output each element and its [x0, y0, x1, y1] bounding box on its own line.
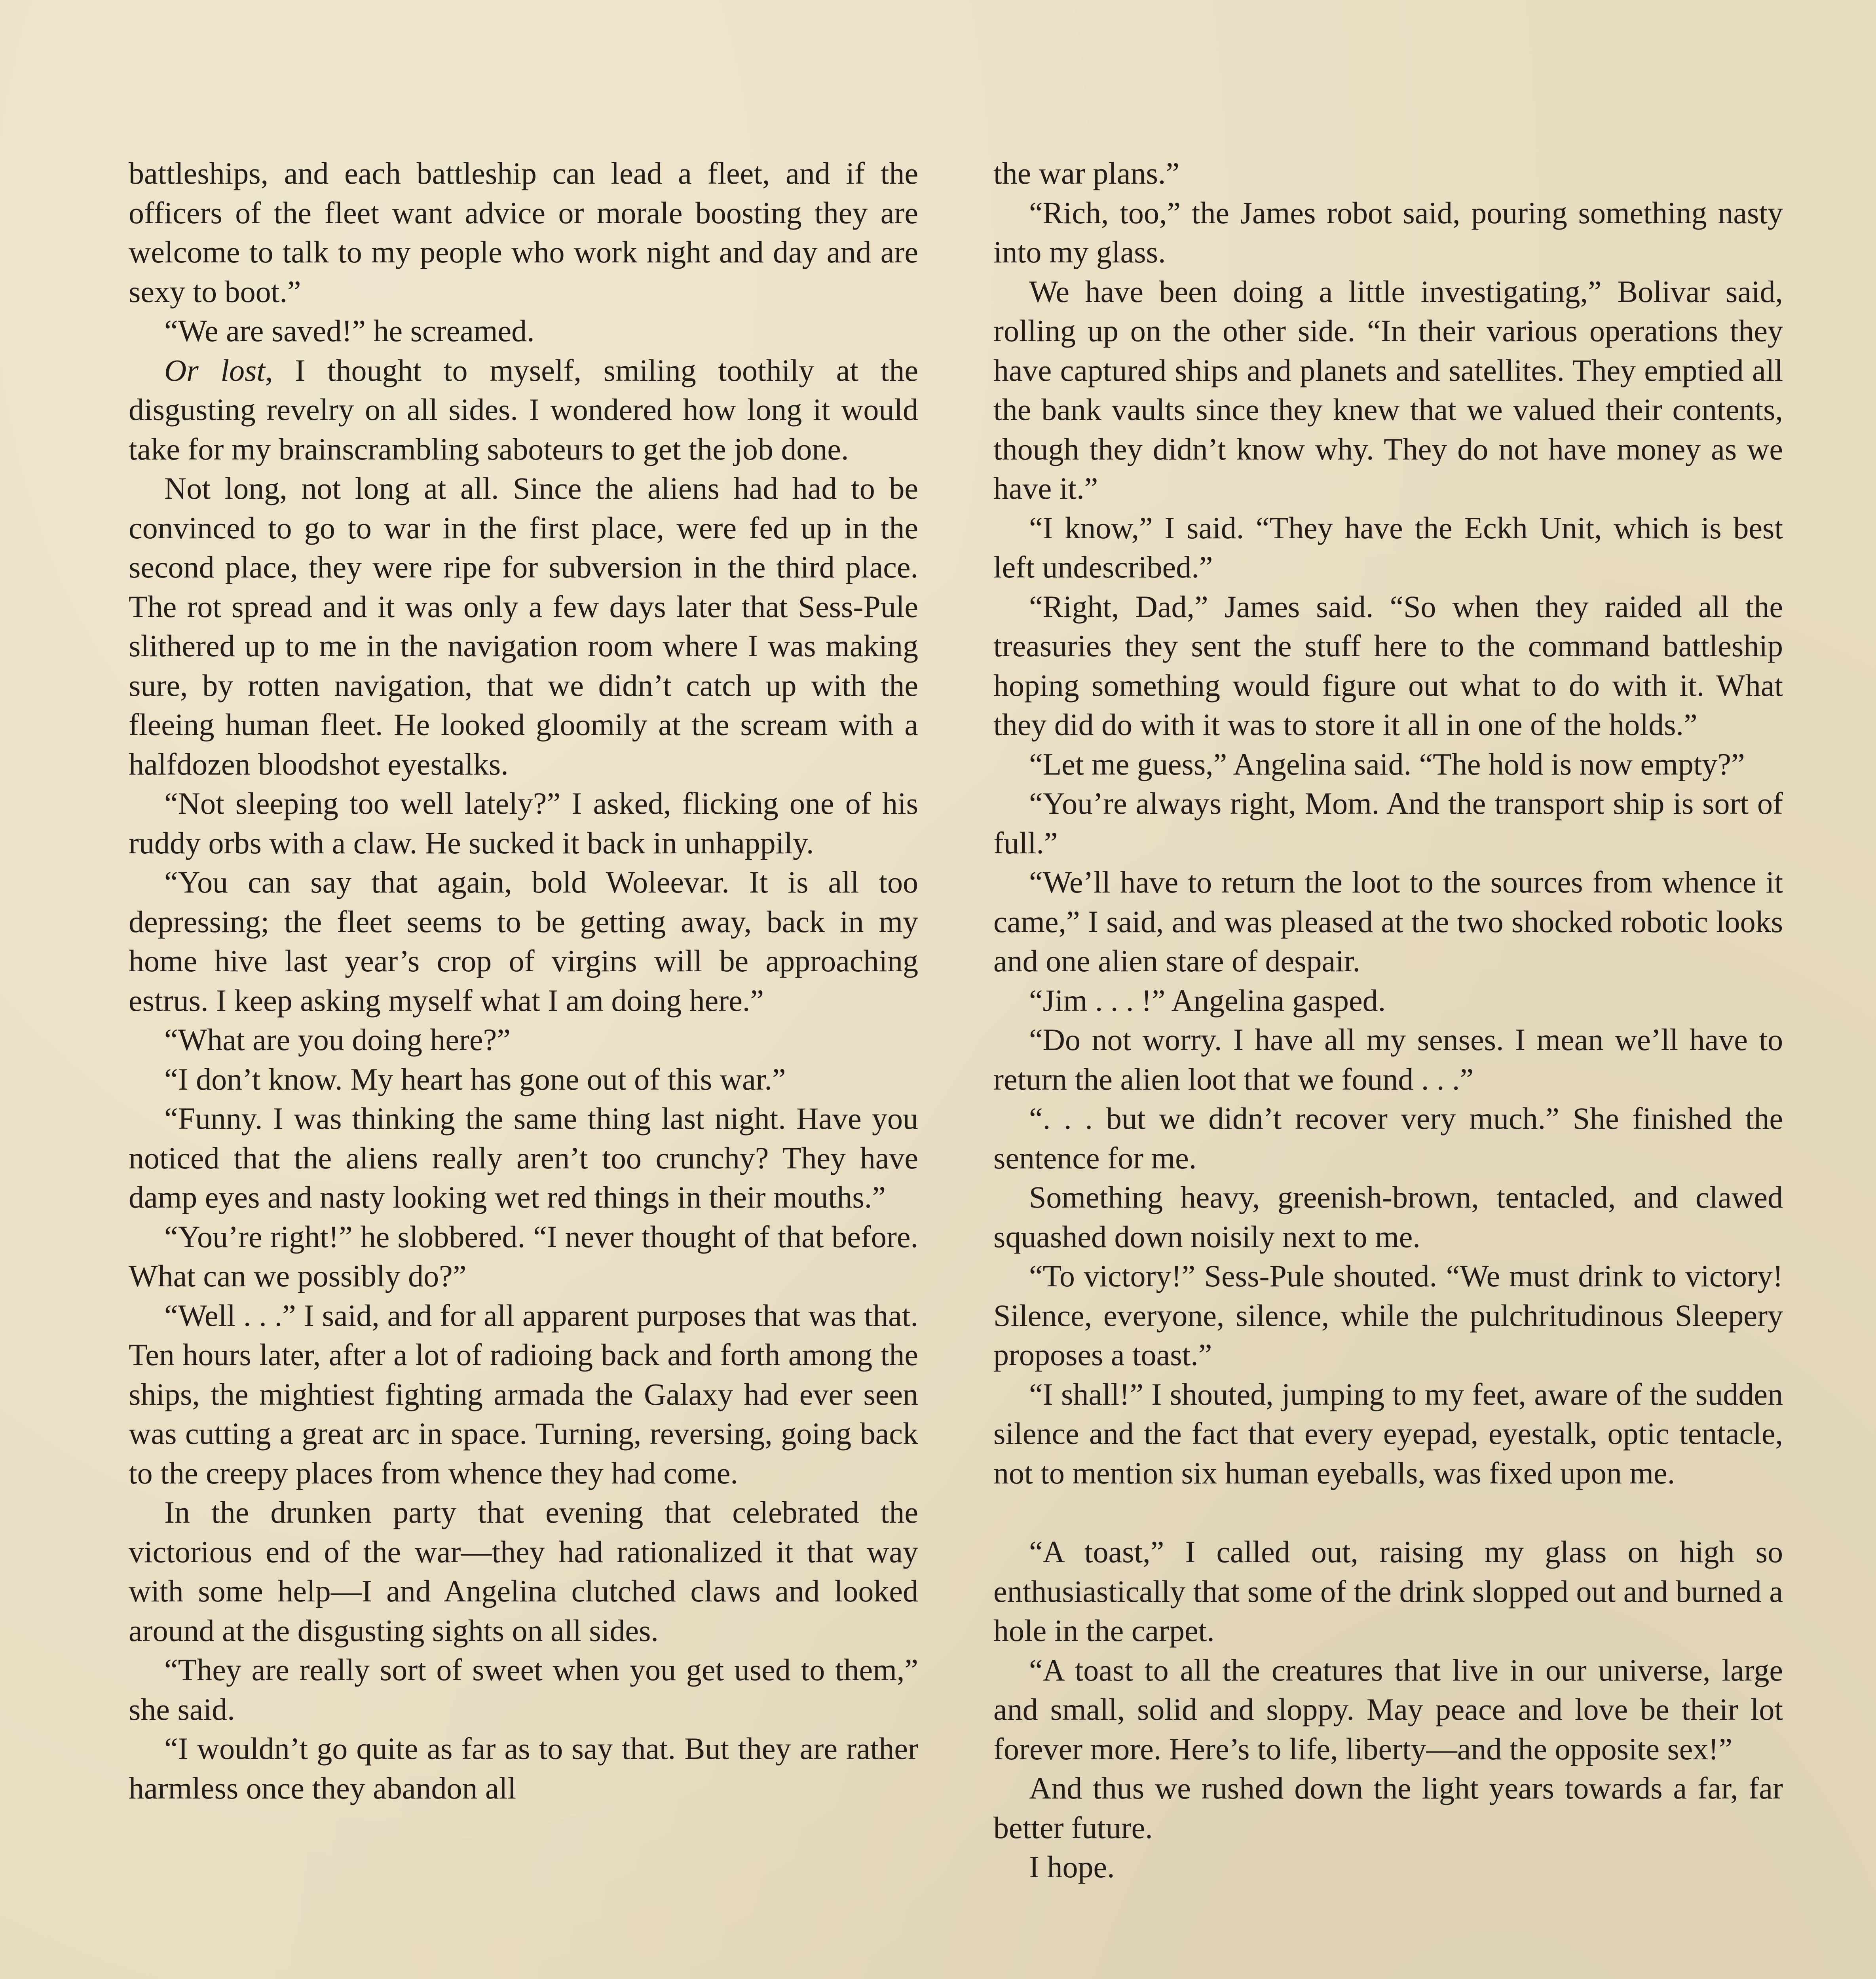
paragraph [129, 1099, 918, 1217]
paragraph-text: “Not sleeping too well lately?” I asked, flicking one of his ruddy orbs with a claw. He sucked it back in unhappily. [129, 786, 918, 860]
text-column-left [129, 154, 918, 1808]
paragraph-text: “A toast,” I called out, raising my glass on high so enthusiastically that some of the drink slopped out and burned a hole in the carpet. [993, 1535, 1783, 1648]
paragraph-text: “Let me guess,” Angelina said. “The hold is now empty?” [1029, 746, 1745, 781]
paragraph [993, 1532, 1783, 1650]
paragraph [993, 862, 1783, 981]
paragraph-text: “To victory!” Sess-Pule shouted. “We must drink to victory! Silence, everyone, silence, while the pulchritudinous Sleepery proposes a toast.” [993, 1259, 1783, 1372]
paragraph [129, 1060, 918, 1099]
paragraph [993, 1178, 1783, 1256]
paragraph [129, 351, 918, 469]
paragraph-text: We have been doing a little investigating,” Bolivar said, rolling up on the other side. “In their various operations they have captured ships and planets and satellites. They emptied all the bank vaults since they knew that we valued their contents, though they didn’t know why. They do not have money as we have it.” [993, 274, 1783, 505]
paragraph-text: “You’re right!” he slobbered. “I never thought of that before. What can we possibly do?” [129, 1219, 918, 1293]
paragraph-text: “Funny. I was thinking the same thing last night. Have you noticed that the aliens really aren’t too crunchy? They have damp eyes and nasty looking wet red things in their mouths.” [129, 1101, 918, 1214]
paragraph [993, 587, 1783, 744]
paragraph-text: “I don’t know. My heart has gone out of this war.” [164, 1062, 786, 1096]
paragraph-text: “I wouldn’t go quite as far as to say that. But they are rather harmless once they abandon all [129, 1731, 918, 1805]
paragraph-text: the war plans.” [993, 156, 1179, 190]
paragraph [993, 981, 1783, 1020]
paragraph [993, 1256, 1783, 1375]
paragraph-text: “Jim . . . !” Angelina gasped. [1029, 983, 1386, 1018]
paragraph [993, 508, 1783, 587]
paragraph [993, 272, 1783, 508]
paragraph-continued [993, 154, 1783, 193]
paragraph [129, 1020, 918, 1060]
paragraph [993, 1768, 1783, 1847]
paragraph [993, 1650, 1783, 1769]
paragraph [129, 1650, 918, 1729]
paragraph [993, 784, 1783, 862]
paragraph-text: “Well . . .” I said, and for all apparent purposes that was that. Ten hours later, after a lot of radioing back and forth among the ships, the mightiest fighting armada the Galaxy had ever seen was cutting a great arc in space. Turning, reversing, going back to the creepy places from whence they had come. [129, 1298, 918, 1490]
paragraph [129, 1296, 918, 1493]
paragraph [129, 1493, 918, 1650]
paragraph [993, 1375, 1783, 1493]
paragraph-text: Something heavy, greenish-brown, tentacled, and clawed squashed down noisily next to me. [993, 1180, 1783, 1254]
paragraph [129, 469, 918, 784]
paragraph [129, 862, 918, 1020]
paragraph-text: I hope. [1029, 1850, 1115, 1884]
paragraph-text: “Rich, too,” the James robot said, pouring something nasty into my glass. [993, 195, 1783, 269]
text-column-right [993, 154, 1783, 1887]
paragraph-text: “I know,” I said. “They have the Eckh Unit, which is best left undescribed.” [993, 510, 1783, 584]
paragraph-text: “I shall!” I shouted, jumping to my feet, aware of the sudden silence and the fact that every eyepad, eyestalk, optic tentacle, not to mention six human eyeballs, was fixed upon me. [993, 1377, 1783, 1490]
paragraph [129, 1217, 918, 1296]
paragraph-text: “Right, Dad,” James said. “So when they raided all the treasuries they sent the stuff here to the command battleship hoping something would figure out what to do with it. What they did do with it was to store it all in one of the holds.” [993, 589, 1783, 742]
paragraph [993, 744, 1783, 784]
paragraph-text: “You can say that again, bold Woleevar. It is all too depressing; the fleet seems to be getting away, back in my home hive last year’s crop of virgins will be approaching estrus. I keep asking myself what I am doing here.” [129, 865, 918, 1018]
italic-phrase: Or lost, [164, 353, 273, 387]
paragraph-text: “We are saved!” he screamed. [164, 313, 535, 348]
paragraph [993, 1847, 1783, 1887]
paragraph-text: “They are really sort of sweet when you get used to them,” she said. [129, 1652, 918, 1726]
paragraph-text: “You’re always right, Mom. And the transport ship is sort of full.” [993, 786, 1783, 860]
paragraph-text: Not long, not long at all. Since the aliens had had to be convinced to go to war in the first place, were fed up in the second place, they were ripe for subversion in the third place. The rot spread and it was only a few days later that Sess-Pule slithered up to me in the navigation room where I was making sure, by rotten navigation, that we didn’t catch up with the fleeing human fleet. He looked gloomily at the scream with a halfdozen bloodshot eyestalks. [129, 471, 918, 781]
paragraph [129, 1729, 918, 1808]
paragraph-continued [129, 154, 918, 311]
paragraph-text: battleships, and each battleship can lead a fleet, and if the officers of the fleet want advice or morale boosting they are welcome to talk to my people who work night and day and are sexy to boot.” [129, 156, 918, 309]
paragraph-text: I thought to myself, smiling toothily at the disgusting revelry on all sides. I wondered how long it would take for my brainscrambling saboteurs to get the job done. [129, 353, 918, 466]
paragraph-text: “What are you doing here?” [164, 1022, 511, 1057]
paragraph-text: “A toast to all the creatures that live in our universe, large and small, solid and sloppy. May peace and love be their lot forever more. Here’s to life, liberty—and the opposite sex!” [993, 1652, 1783, 1766]
paragraph-text: “Do not worry. I have all my senses. I mean we’ll have to return the alien loot that we found . . .” [993, 1022, 1783, 1096]
paragraph-text: “We’ll have to return the loot to the sources from whence it came,” I said, and was pleased at the two shocked robotic looks and one alien stare of despair. [993, 865, 1783, 978]
paragraph-text: In the drunken party that evening that celebrated the victorious end of the war—they had rationalized it that way with some help—I and Angelina clutched claws and looked around at the disgusting sights on all sides. [129, 1495, 918, 1648]
paragraph [993, 1020, 1783, 1099]
paragraph [129, 311, 918, 351]
paragraph [993, 193, 1783, 272]
paragraph-text: And thus we rushed down the light years towards a far, far better future. [993, 1771, 1783, 1845]
paragraph [129, 784, 918, 862]
paragraph [993, 1099, 1783, 1178]
paragraph-text: “. . . but we didn’t recover very much.” She finished the sentence for me. [993, 1101, 1783, 1175]
